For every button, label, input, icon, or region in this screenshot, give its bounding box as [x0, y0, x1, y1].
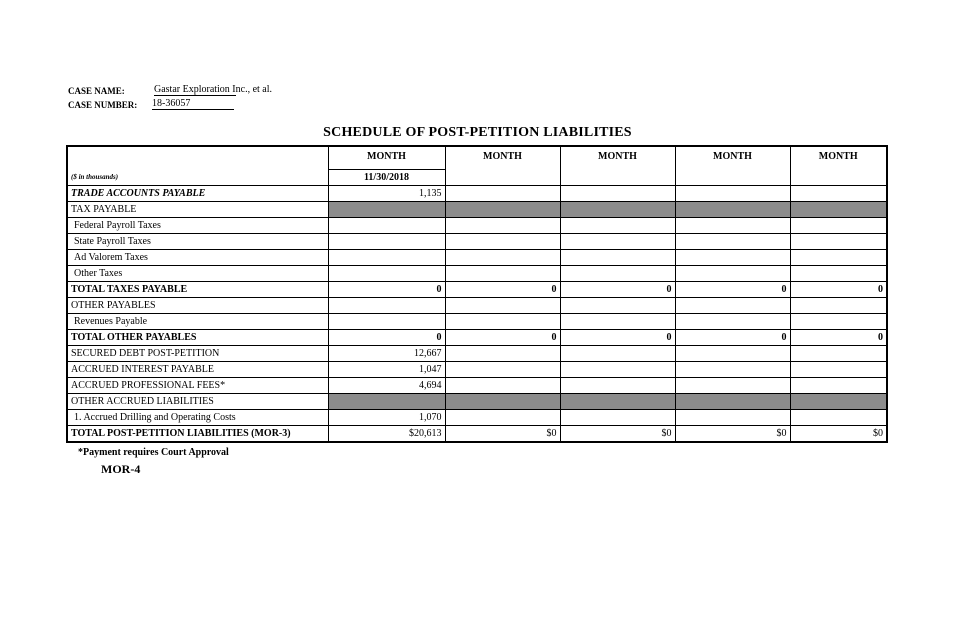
- table-row: [67, 362, 887, 378]
- cell: [560, 298, 675, 314]
- case-number-value: 18-36057: [152, 98, 234, 110]
- table-row: [67, 346, 887, 362]
- cell: [790, 378, 887, 394]
- cell: [560, 362, 675, 378]
- cell: [445, 266, 560, 282]
- cell: [790, 314, 887, 330]
- cell: 4,694: [328, 378, 445, 394]
- cell: [328, 314, 445, 330]
- cell: [675, 346, 790, 362]
- cell: [675, 298, 790, 314]
- row-label: ACCRUED INTEREST PAYABLE: [67, 362, 328, 378]
- cell: [445, 218, 560, 234]
- cell: 0: [560, 282, 675, 298]
- table-row: [67, 394, 887, 410]
- cell: [560, 410, 675, 426]
- header-row: [67, 146, 887, 170]
- month-header-2: MONTH: [445, 146, 560, 186]
- cell: [790, 298, 887, 314]
- cell: 12,667: [328, 346, 445, 362]
- month-header-5: MONTH: [790, 146, 887, 186]
- row-label: OTHER ACCRUED LIABILITIES: [67, 394, 328, 410]
- cell: $0: [790, 426, 887, 443]
- shaded-cell: [790, 394, 887, 410]
- row-label: 1. Accrued Drilling and Operating Costs: [67, 410, 328, 426]
- footnote: *Payment requires Court Approval: [78, 447, 229, 458]
- row-label: TAX PAYABLE: [67, 202, 328, 218]
- table-row: [67, 314, 887, 330]
- cell: [560, 346, 675, 362]
- row-label: ACCRUED PROFESSIONAL FEES*: [67, 378, 328, 394]
- liabilities-table: [66, 145, 888, 443]
- cell: 1,047: [328, 362, 445, 378]
- cell: 0: [445, 330, 560, 346]
- cell: [445, 234, 560, 250]
- cell: [560, 186, 675, 202]
- cell: [445, 378, 560, 394]
- cell: $0: [675, 426, 790, 443]
- cell: [445, 410, 560, 426]
- cell: [560, 218, 675, 234]
- shaded-cell: [328, 202, 445, 218]
- header-label-cell: [67, 146, 328, 170]
- row-label: State Payroll Taxes: [67, 234, 328, 250]
- row-label: TOTAL OTHER PAYABLES: [67, 330, 328, 346]
- table-row: [67, 234, 887, 250]
- cell: [328, 298, 445, 314]
- case-name-label: CASE NAME:: [68, 86, 125, 96]
- form-id: MOR-4: [101, 462, 141, 476]
- row-label: Federal Payroll Taxes: [67, 218, 328, 234]
- cell: 0: [560, 330, 675, 346]
- row-label: TRADE ACCOUNTS PAYABLE: [67, 186, 328, 202]
- cell: [560, 234, 675, 250]
- table-row: [67, 202, 887, 218]
- month-date-1: 11/30/2018: [328, 170, 445, 186]
- cell: [790, 234, 887, 250]
- row-label: Revenues Payable: [67, 314, 328, 330]
- shaded-cell: [560, 202, 675, 218]
- schedule-title: SCHEDULE OF POST-PETITION LIABILITIES: [323, 125, 632, 140]
- cell: [790, 186, 887, 202]
- cell: [560, 378, 675, 394]
- cell: 0: [328, 330, 445, 346]
- unit-note: ($ in thousands): [67, 170, 328, 186]
- month-header-4: MONTH: [675, 146, 790, 186]
- row-label: TOTAL TAXES PAYABLE: [67, 282, 328, 298]
- cell: [445, 250, 560, 266]
- table-row: [67, 186, 887, 202]
- shaded-cell: [790, 202, 887, 218]
- cell: [445, 298, 560, 314]
- shaded-cell: [445, 202, 560, 218]
- cell: [560, 314, 675, 330]
- cell: [675, 314, 790, 330]
- table-row: [67, 330, 887, 346]
- row-label: Other Taxes: [67, 266, 328, 282]
- cell: [675, 218, 790, 234]
- shaded-cell: [675, 394, 790, 410]
- cell: 0: [790, 330, 887, 346]
- shaded-cell: [445, 394, 560, 410]
- cell: [445, 314, 560, 330]
- cell: [675, 410, 790, 426]
- cell: [675, 234, 790, 250]
- cell: [675, 186, 790, 202]
- cell: $0: [445, 426, 560, 443]
- cell: [445, 346, 560, 362]
- cell: [790, 346, 887, 362]
- cell: [328, 234, 445, 250]
- cell: [790, 362, 887, 378]
- cell: 0: [328, 282, 445, 298]
- cell: 0: [675, 330, 790, 346]
- table-row: [67, 410, 887, 426]
- cell: [445, 362, 560, 378]
- cell: [790, 266, 887, 282]
- cell: [790, 250, 887, 266]
- table-row: [67, 298, 887, 314]
- table-row: [67, 426, 887, 443]
- cell: $20,613: [328, 426, 445, 443]
- cell: 1,070: [328, 410, 445, 426]
- shaded-cell: [675, 202, 790, 218]
- cell: [328, 250, 445, 266]
- table-row: [67, 266, 887, 282]
- cell: [675, 362, 790, 378]
- table-row: [67, 250, 887, 266]
- cell: [675, 378, 790, 394]
- cell: [790, 410, 887, 426]
- row-label: TOTAL POST-PETITION LIABILITIES (MOR-3): [67, 426, 328, 443]
- table-row: [67, 218, 887, 234]
- case-name-value: Gastar Exploration Inc., et al.: [154, 84, 273, 95]
- cell: 0: [790, 282, 887, 298]
- cell: $0: [560, 426, 675, 443]
- month-header-3: MONTH: [560, 146, 675, 186]
- cell: [560, 266, 675, 282]
- row-label: Ad Valorem Taxes: [67, 250, 328, 266]
- cell: [445, 186, 560, 202]
- shaded-cell: [560, 394, 675, 410]
- cell: 1,135: [328, 186, 445, 202]
- row-label: SECURED DEBT POST-PETITION: [67, 346, 328, 362]
- cell: [675, 250, 790, 266]
- table-row: [67, 282, 887, 298]
- shaded-cell: [328, 394, 445, 410]
- cell: 0: [675, 282, 790, 298]
- cell: [560, 250, 675, 266]
- cell: [328, 266, 445, 282]
- cell: [675, 266, 790, 282]
- month-header-1: MONTH: [328, 146, 445, 170]
- table-row: [67, 378, 887, 394]
- cell: [328, 218, 445, 234]
- cell: 0: [445, 282, 560, 298]
- row-label: OTHER PAYABLES: [67, 298, 328, 314]
- cell: [790, 218, 887, 234]
- case-number-label: CASE NUMBER:: [68, 100, 138, 110]
